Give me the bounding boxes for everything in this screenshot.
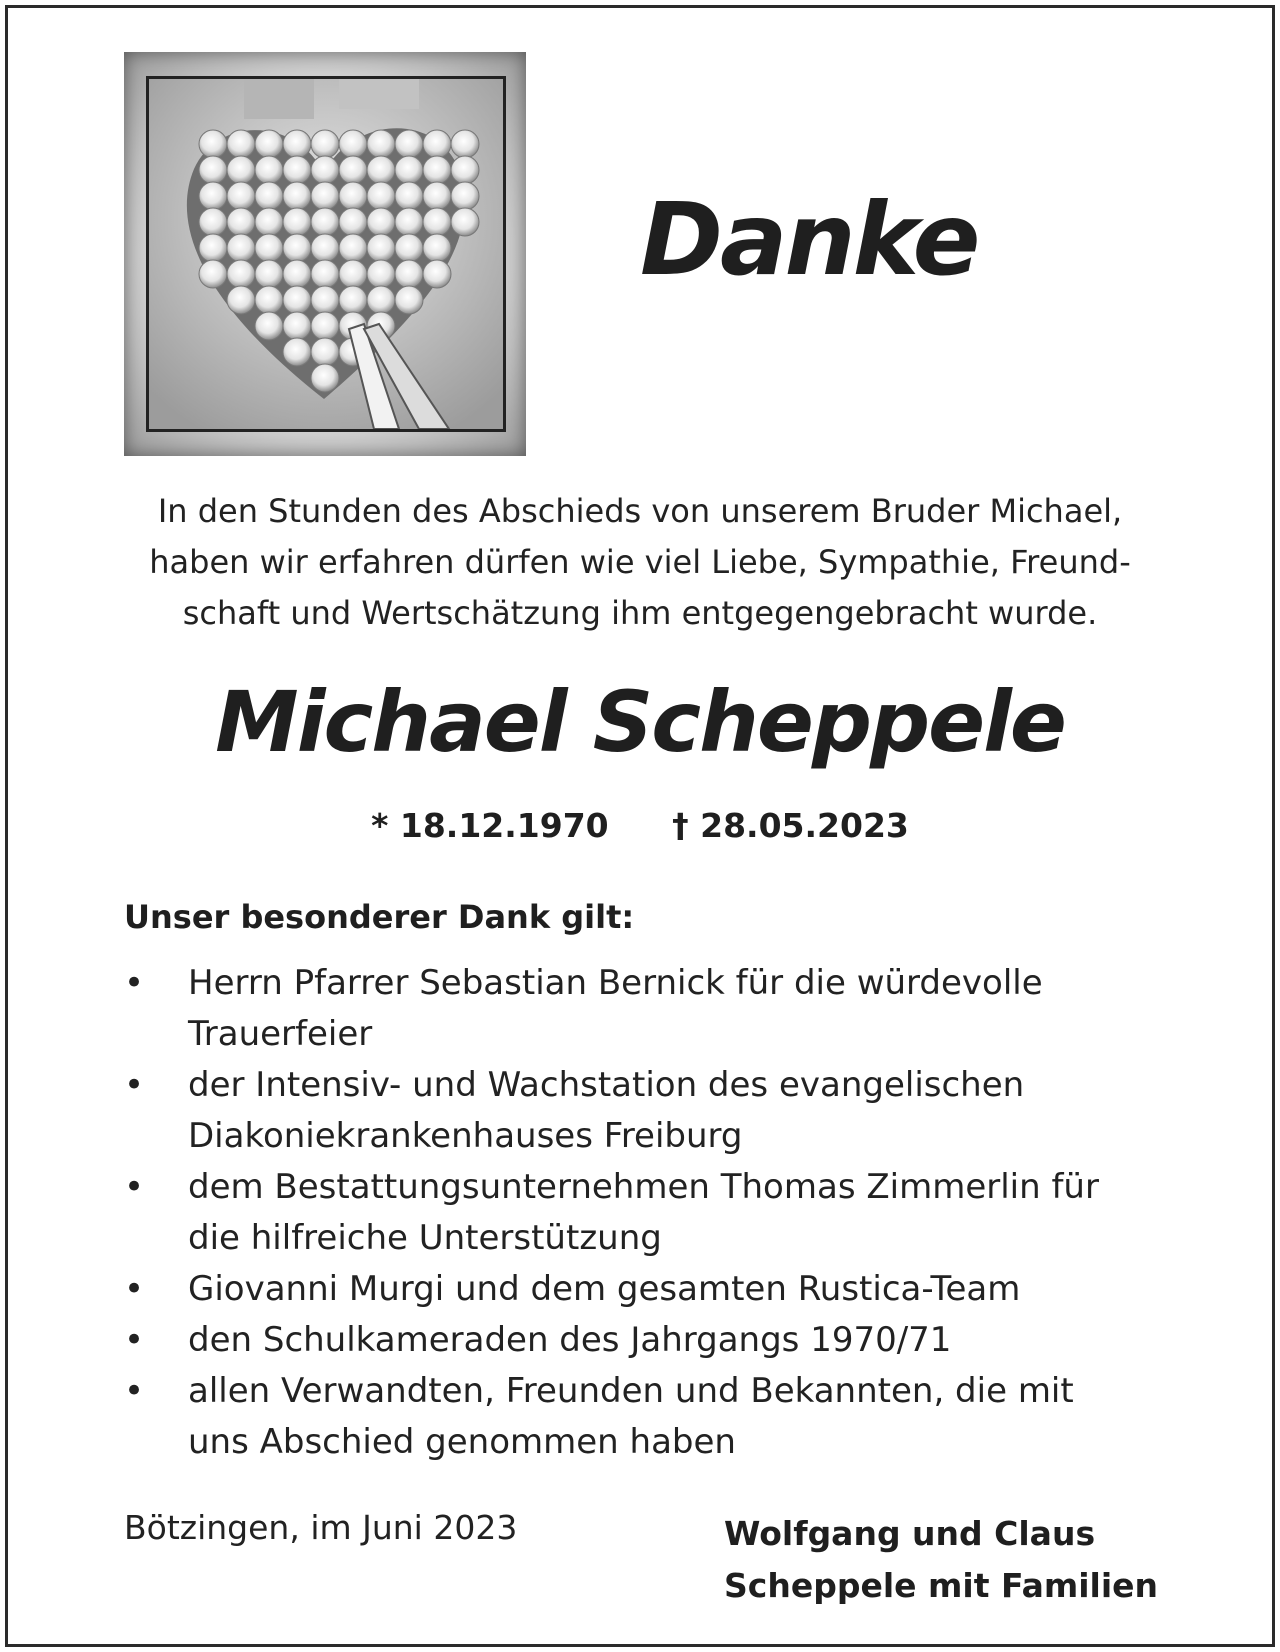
- rose-icon: [199, 156, 227, 184]
- signature-line: Scheppele mit Familien: [724, 1566, 1159, 1605]
- rose-icon: [255, 130, 283, 158]
- rose-icon: [395, 234, 423, 262]
- rose-icon: [339, 208, 367, 236]
- death-date: † 28.05.2023: [672, 806, 909, 845]
- rose-icon: [283, 260, 311, 288]
- rose-icon: [255, 286, 283, 314]
- rose-icon: [283, 286, 311, 314]
- rose-icon: [227, 156, 255, 184]
- heart-of-roses-icon: [149, 79, 503, 429]
- rose-icon: [339, 260, 367, 288]
- list-item: [124, 1060, 1164, 1162]
- rose-icon: [339, 130, 367, 158]
- life-dates: [100, 806, 1180, 845]
- rose-icon: [227, 208, 255, 236]
- thanks-heading: Unser besonderer Dank gilt:: [124, 898, 635, 936]
- rose-icon: [255, 234, 283, 262]
- rose-icon: [311, 312, 339, 340]
- rose-icon: [367, 156, 395, 184]
- rose-icon: [311, 364, 339, 392]
- rose-icon: [451, 156, 479, 184]
- rose-icon: [339, 182, 367, 210]
- list-item: [124, 1315, 1164, 1366]
- rose-icon: [255, 156, 283, 184]
- rose-icon: [339, 234, 367, 262]
- rose-icon: [227, 130, 255, 158]
- list-item-line: uns Abschied genommen haben: [188, 1422, 736, 1462]
- rose-icon: [423, 260, 451, 288]
- intro-text: [100, 486, 1180, 639]
- list-item: [124, 1162, 1164, 1264]
- rose-icon: [395, 182, 423, 210]
- rose-icon: [199, 182, 227, 210]
- birth-date: * 18.12.1970: [371, 806, 609, 845]
- bullet: •: [124, 963, 145, 1003]
- page-title: Danke: [640, 181, 978, 298]
- rose-icon: [255, 182, 283, 210]
- rose-icon: [367, 182, 395, 210]
- rose-icon: [395, 260, 423, 288]
- rose-icon: [339, 286, 367, 314]
- rose-icon: [199, 260, 227, 288]
- rose-icon: [283, 312, 311, 340]
- rose-icon: [423, 208, 451, 236]
- rose-icon: [339, 156, 367, 184]
- rose-icon: [255, 312, 283, 340]
- rose-icon: [423, 130, 451, 158]
- rose-icon: [283, 234, 311, 262]
- place-date: Bötzingen, im Juni 2023: [124, 1508, 518, 1547]
- list-item-line: Trauerfeier: [188, 1014, 373, 1054]
- list-item-line: der Intensiv- und Wachstation des evangelischen: [188, 1065, 1025, 1105]
- intro-line: schaft und Wertschätzung ihm entgegengebracht wurde.: [182, 594, 1098, 632]
- rose-icon: [199, 208, 227, 236]
- rose-icon: [311, 156, 339, 184]
- rose-icon: [367, 208, 395, 236]
- rose-icon: [451, 208, 479, 236]
- bullet: •: [124, 1371, 145, 1411]
- rose-icon: [283, 338, 311, 366]
- rose-icon: [395, 208, 423, 236]
- list-item-line: allen Verwandten, Freunden und Bekannten, die mit: [188, 1371, 1074, 1411]
- rose-icon: [311, 286, 339, 314]
- deceased-name: Michael Scheppele: [215, 673, 1065, 771]
- rose-icon: [227, 286, 255, 314]
- list-item-line: Diakoniekrankenhauses Freiburg: [188, 1116, 743, 1156]
- bullet: •: [124, 1167, 145, 1207]
- rose-icon: [199, 130, 227, 158]
- signature-line: Wolfgang und Claus: [724, 1514, 1096, 1553]
- list-item-line: Giovanni Murgi und dem gesamten Rustica-Team: [188, 1269, 1021, 1309]
- rose-icon: [283, 156, 311, 184]
- rose-icon: [311, 260, 339, 288]
- rose-icon: [367, 260, 395, 288]
- list-item-line: den Schulkameraden des Jahrgangs 1970/71: [188, 1320, 952, 1360]
- rose-icon: [311, 130, 339, 158]
- rose-icon: [367, 286, 395, 314]
- list-item-line: dem Bestattungsunternehmen Thomas Zimmerlin für: [188, 1167, 1099, 1207]
- rose-icon: [227, 234, 255, 262]
- list-item: [124, 1264, 1164, 1315]
- rose-icon: [283, 208, 311, 236]
- rose-icon: [395, 156, 423, 184]
- bullet: •: [124, 1065, 145, 1105]
- rose-icon: [311, 208, 339, 236]
- rose-icon: [255, 260, 283, 288]
- intro-line: haben wir erfahren dürfen wie viel Liebe, Sympathie, Freund-: [149, 543, 1131, 581]
- roses-heart-image: [146, 76, 506, 432]
- rose-icon: [451, 182, 479, 210]
- rose-icon: [423, 156, 451, 184]
- rose-icon: [199, 234, 227, 262]
- rose-icon: [423, 234, 451, 262]
- rose-icon: [283, 182, 311, 210]
- rose-icon: [311, 338, 339, 366]
- list-item: [124, 1366, 1164, 1468]
- rose-icon: [395, 130, 423, 158]
- rose-icon: [423, 182, 451, 210]
- rose-icon: [395, 286, 423, 314]
- signature-block: [724, 1508, 1204, 1612]
- rose-icon: [255, 208, 283, 236]
- rose-icon: [227, 260, 255, 288]
- rose-icon: [311, 234, 339, 262]
- thanks-list: [124, 958, 1164, 1468]
- memorial-photo: [124, 52, 526, 456]
- list-item-line: Herrn Pfarrer Sebastian Bernick für die würdevolle: [188, 963, 1043, 1003]
- rose-icon: [451, 130, 479, 158]
- list-item-line: die hilfreiche Unterstützung: [188, 1218, 662, 1258]
- intro-line: In den Stunden des Abschieds von unserem Bruder Michael,: [157, 492, 1123, 530]
- rose-icon: [367, 130, 395, 158]
- rose-icon: [283, 130, 311, 158]
- rose-icon: [227, 182, 255, 210]
- rose-icon: [367, 234, 395, 262]
- list-item: [124, 958, 1164, 1060]
- bullet: •: [124, 1320, 145, 1360]
- bullet: •: [124, 1269, 145, 1309]
- rose-icon: [311, 182, 339, 210]
